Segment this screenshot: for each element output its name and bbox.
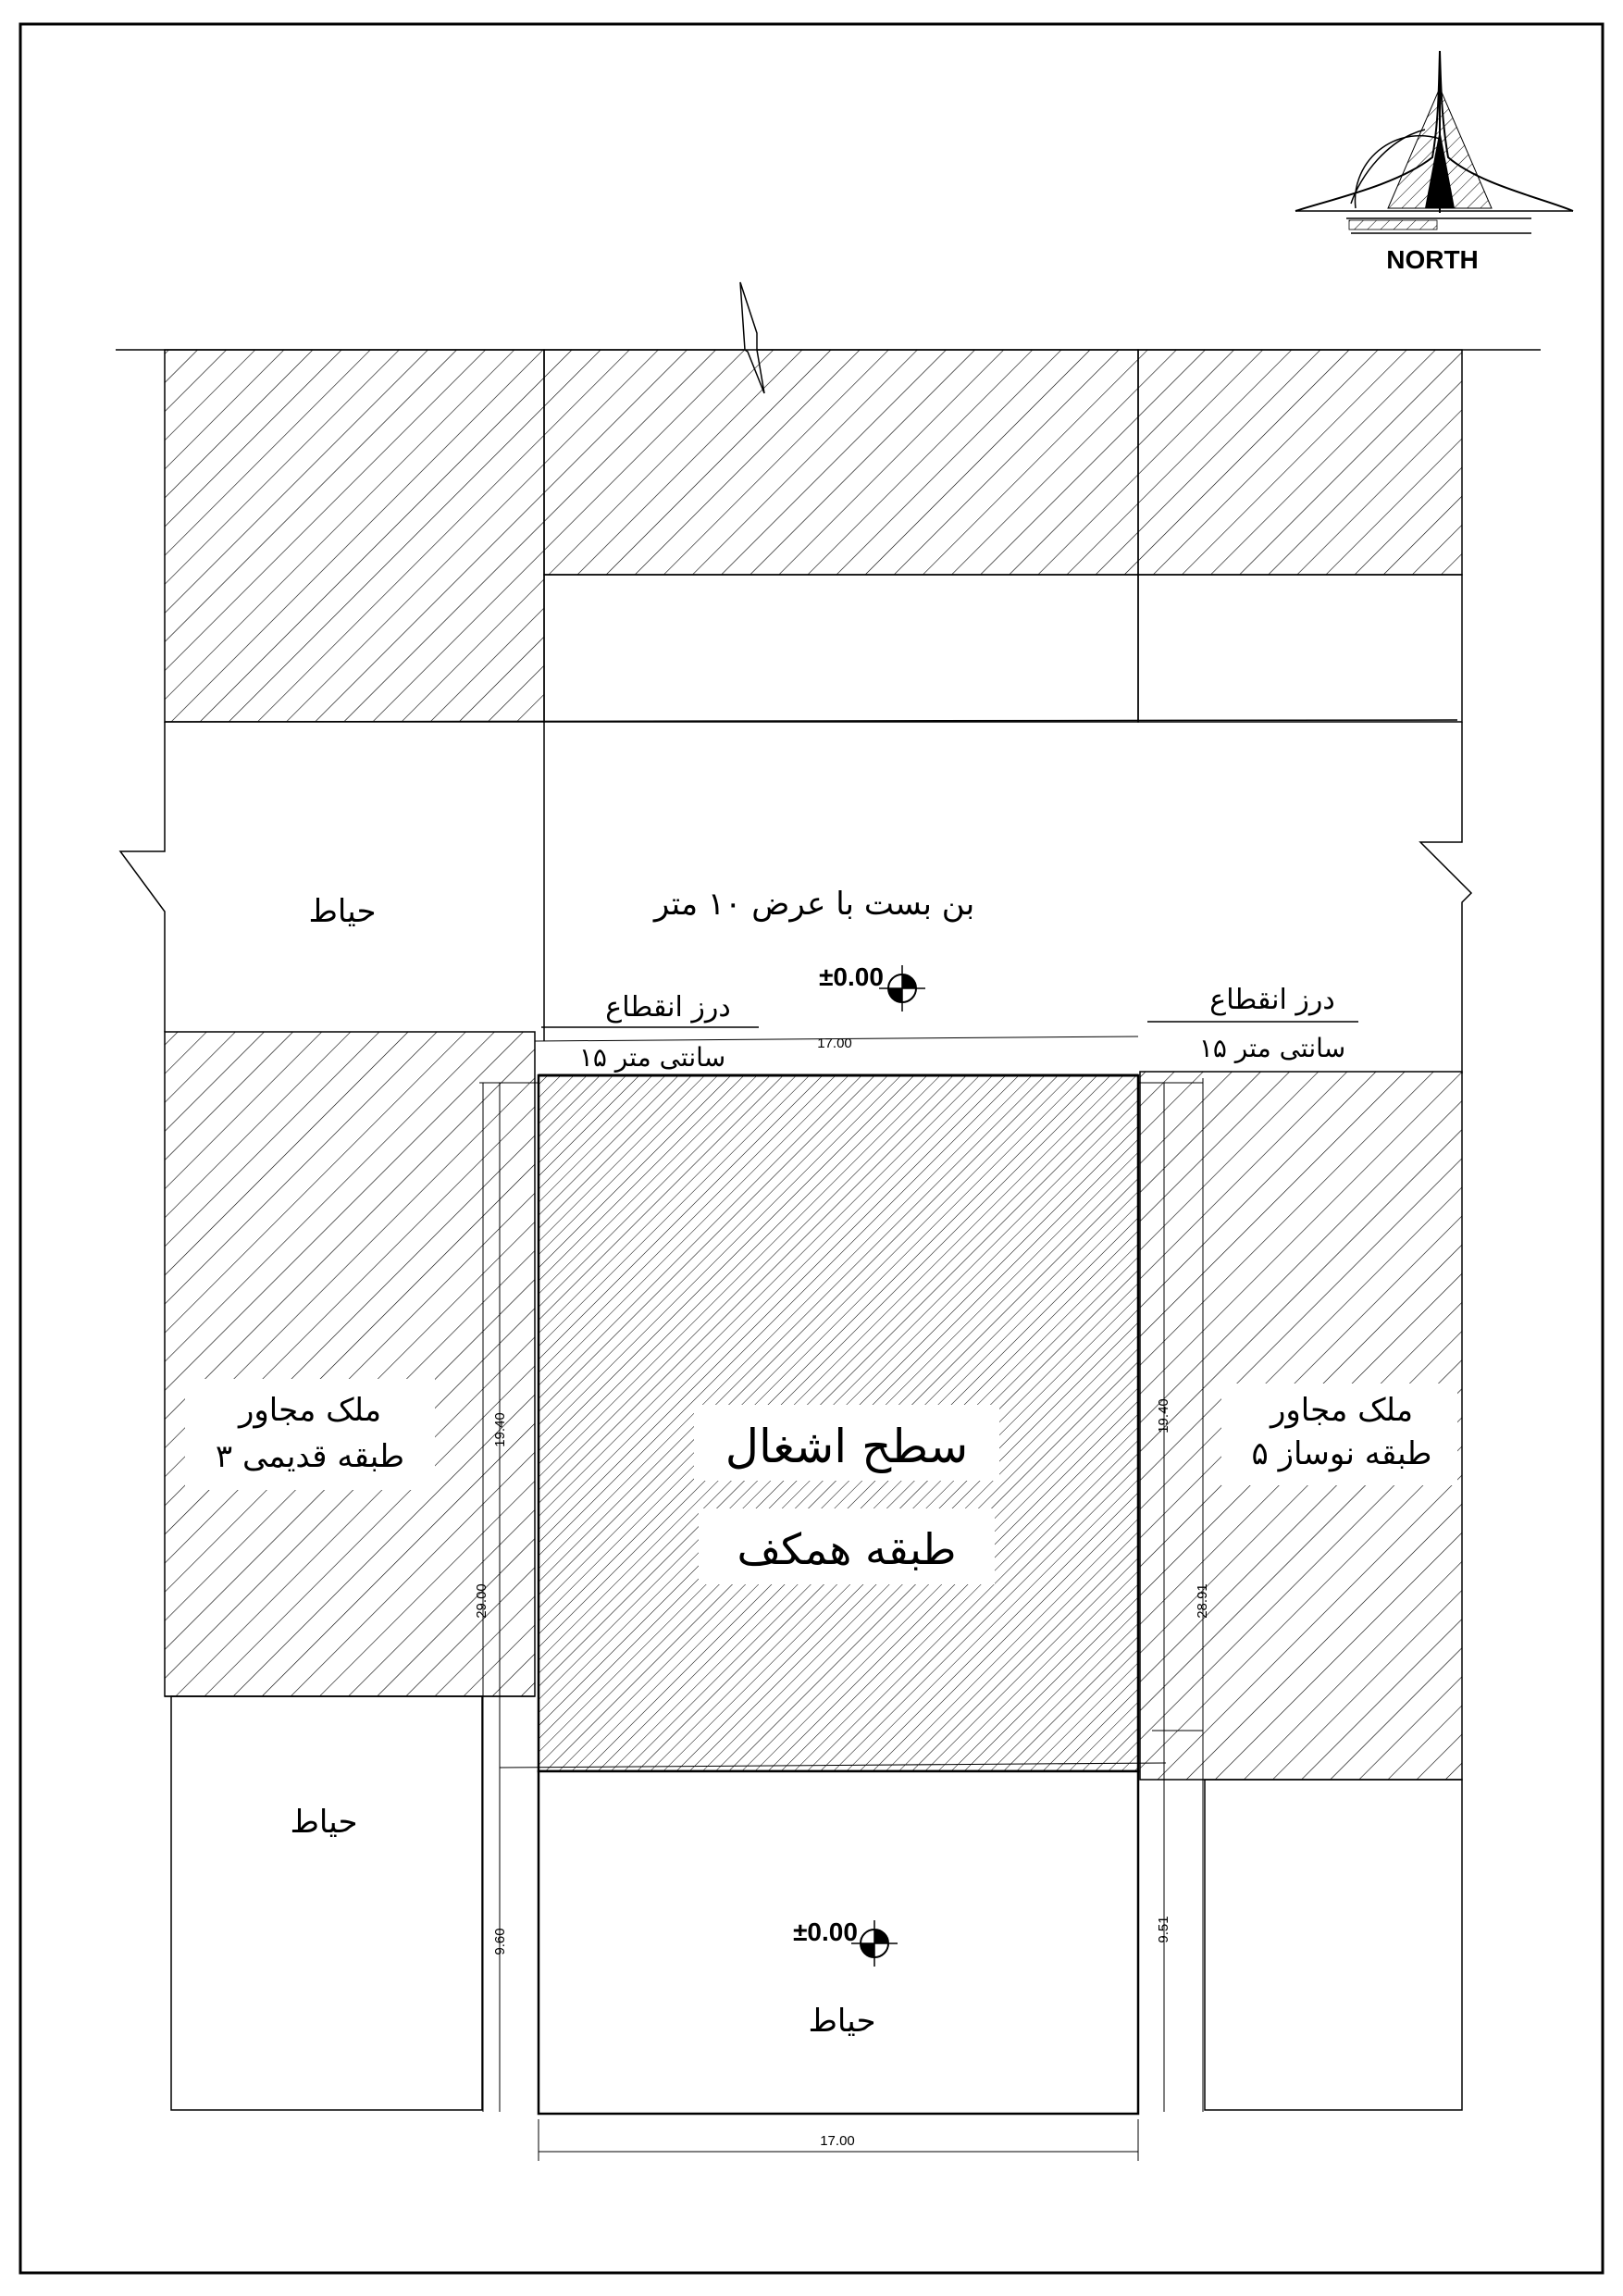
north-label: NORTH	[1386, 245, 1479, 274]
neighbor-block-nw	[165, 350, 544, 722]
dim-width-top: 17.00	[817, 1036, 852, 1051]
neighbor-west-label: ملک مجاور	[238, 1392, 382, 1429]
expansion-joint-label-w: درز انقطاع	[605, 991, 731, 1024]
neighbor-block-ne	[1138, 350, 1462, 575]
footprint-label: سطح اشغال	[725, 1420, 969, 1473]
neighbor-west-yard	[171, 1696, 482, 2110]
neighbor-east-label: ملک مجاور	[1270, 1392, 1414, 1429]
neighbor-block-n	[544, 350, 1138, 575]
dim-east-total: 28.91	[1195, 1583, 1210, 1619]
neighbor-open-ne	[1138, 575, 1462, 722]
neighbor-open-n	[544, 575, 1138, 722]
neighbor-west-floors: ۳ طبقه قدیمی	[215, 1438, 405, 1475]
dead-end-street-label: بن بست با عرض ۱۰ متر	[653, 886, 975, 923]
elevation-label-street: ±0.00	[819, 962, 884, 991]
dim-west-yard: 9.60	[492, 1928, 508, 1955]
expansion-joint-label-e: درز انقطاع	[1209, 984, 1335, 1016]
dim-west-building: 19.40	[492, 1412, 508, 1447]
yard-label-nw: حیاط	[308, 893, 377, 930]
expansion-joint-width-e: ۱۵ سانتی متر	[1198, 1033, 1346, 1063]
neighbor-east-floors: ۵ طبقه نوساز	[1251, 1435, 1432, 1472]
dim-east-building: 19.40	[1156, 1398, 1171, 1433]
dim-east-yard: 9.51	[1156, 1916, 1171, 1943]
dim-west-total: 29.00	[474, 1583, 489, 1619]
dim-width-bottom: 17.00	[820, 2133, 855, 2149]
north-arrow-icon	[1295, 51, 1573, 233]
expansion-joint-width-w: ۱۵ سانتی متر	[578, 1042, 726, 1073]
elevation-marker-icon	[879, 965, 925, 1011]
neighbor-east-yard	[1205, 1780, 1462, 2110]
yard-label-sw: حیاط	[290, 1804, 358, 1841]
elevation-label-yard: ±0.00	[793, 1917, 858, 1946]
footprint-floor-label: طبقه همکف	[737, 1524, 957, 1574]
yard-label-s: حیاط	[808, 2003, 876, 2040]
